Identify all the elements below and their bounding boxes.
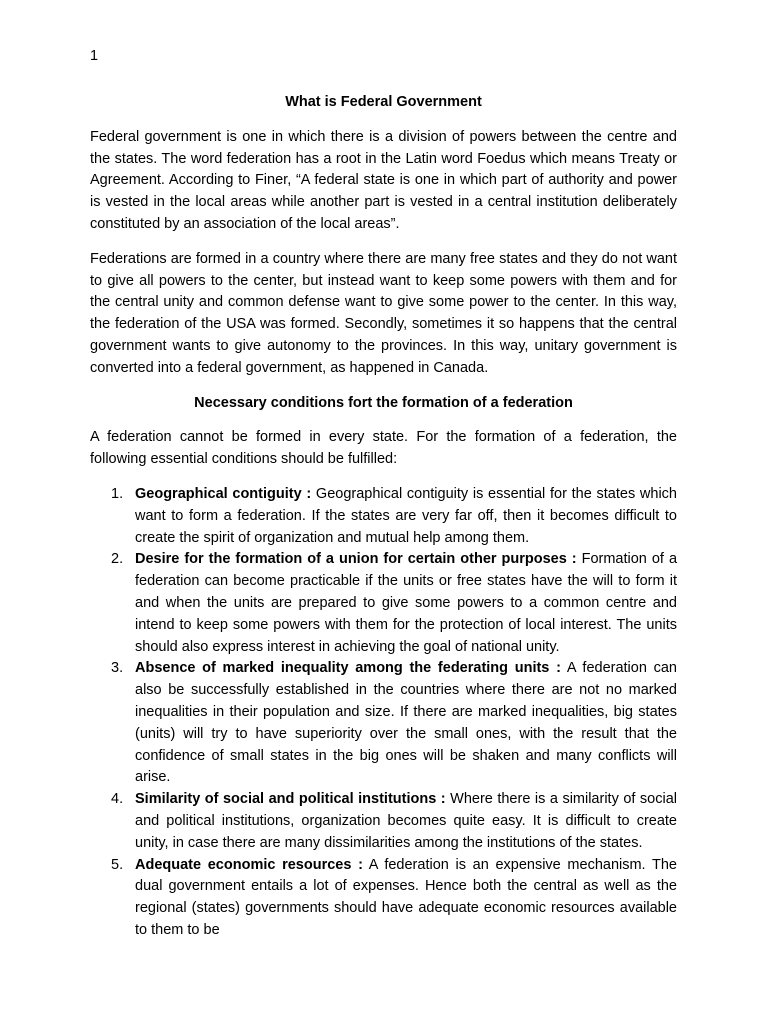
intro-paragraph-1: Federal government is one in which there is a division of powers between the centre and the states. The word federation has a root in the Latin word Foedus which means Treaty or Agreement. According to Finer, “A federal state is one in which part of authority and power is vested in the local areas while another part is vested in a central institution deliberately constituted by an association of the local areas”. <box>90 128 677 232</box>
condition-number: 2. <box>111 551 124 568</box>
document-title: What is Federal Government <box>285 94 482 110</box>
condition-text: Where there is a similarity of social and political institutions, organization becomes quite easy. It is difficult to create unity, in case there are many dissimilarities among the institutions of the states. <box>135 791 677 851</box>
condition-number: 3. <box>111 660 124 677</box>
condition-number: 4. <box>111 791 124 808</box>
condition-number: 5. <box>111 856 124 873</box>
condition-text: Formation of a federation can become practicable if the units or free states have the will to form it and when the units are prepared to give some powers to a common centre and intend to keep some powers with them for the protection of local interest. The units should also express interest in achieving the goal of national unity. <box>135 551 678 655</box>
condition-item <box>90 484 677 549</box>
condition-term: Similarity of social and political institutions : <box>135 791 446 808</box>
condition-term: Absence of marked inequality among the federating units : <box>135 660 561 677</box>
condition-term: Desire for the formation of a union for certain other purposes : <box>135 551 577 568</box>
condition-term: Adequate economic resources : <box>135 856 363 873</box>
page-number: 1 <box>90 48 99 64</box>
condition-item <box>90 549 677 658</box>
condition-item <box>90 658 677 789</box>
condition-text: Geographical contiguity is essential for the states which want to form a federation. If the states are very far off, then it becomes difficult to create the spirit of organization and mutual help among them. <box>135 485 677 546</box>
condition-text: A federation can also be successfully established in the countries where there are not no marked inequalities in their population and size. If there are marked inequalities, big states (units) will try to have superiority over the small ones, with the result that the confidence of small states in the big ones will be shaken and many conflicts will arise. <box>135 660 677 786</box>
condition-item <box>90 789 677 854</box>
document-body <box>90 92 677 942</box>
section-intro-paragraph: A federation cannot be formed in every state. For the formation of a federation, the following essential conditions should be fulfilled: <box>90 429 677 468</box>
section-heading: Necessary conditions fort the formation of a federation <box>194 394 573 411</box>
conditions-list <box>90 484 677 942</box>
condition-item <box>90 855 677 942</box>
condition-number: 1. <box>111 485 124 502</box>
intro-paragraph-2: Federations are formed in a country where there are many free states and they do not want to give all powers to the center, but instead want to keep some powers with them and for the central unity and common defense want to give some power to the center. In this way, the federation of the USA was formed. Secondly, sometimes it so happens that the central government wants to give autonomy to the provinces. In this way, unitary government is converted into a federal government, as happened in Canada. <box>90 250 677 376</box>
condition-text: A federation is an expensive mechanism. The dual government entails a lot of expenses. Hence both the central as well as the regional (states) governments should have adequate economic resources available to them to be <box>135 856 677 938</box>
condition-term: Geographical contiguity : <box>135 485 312 502</box>
